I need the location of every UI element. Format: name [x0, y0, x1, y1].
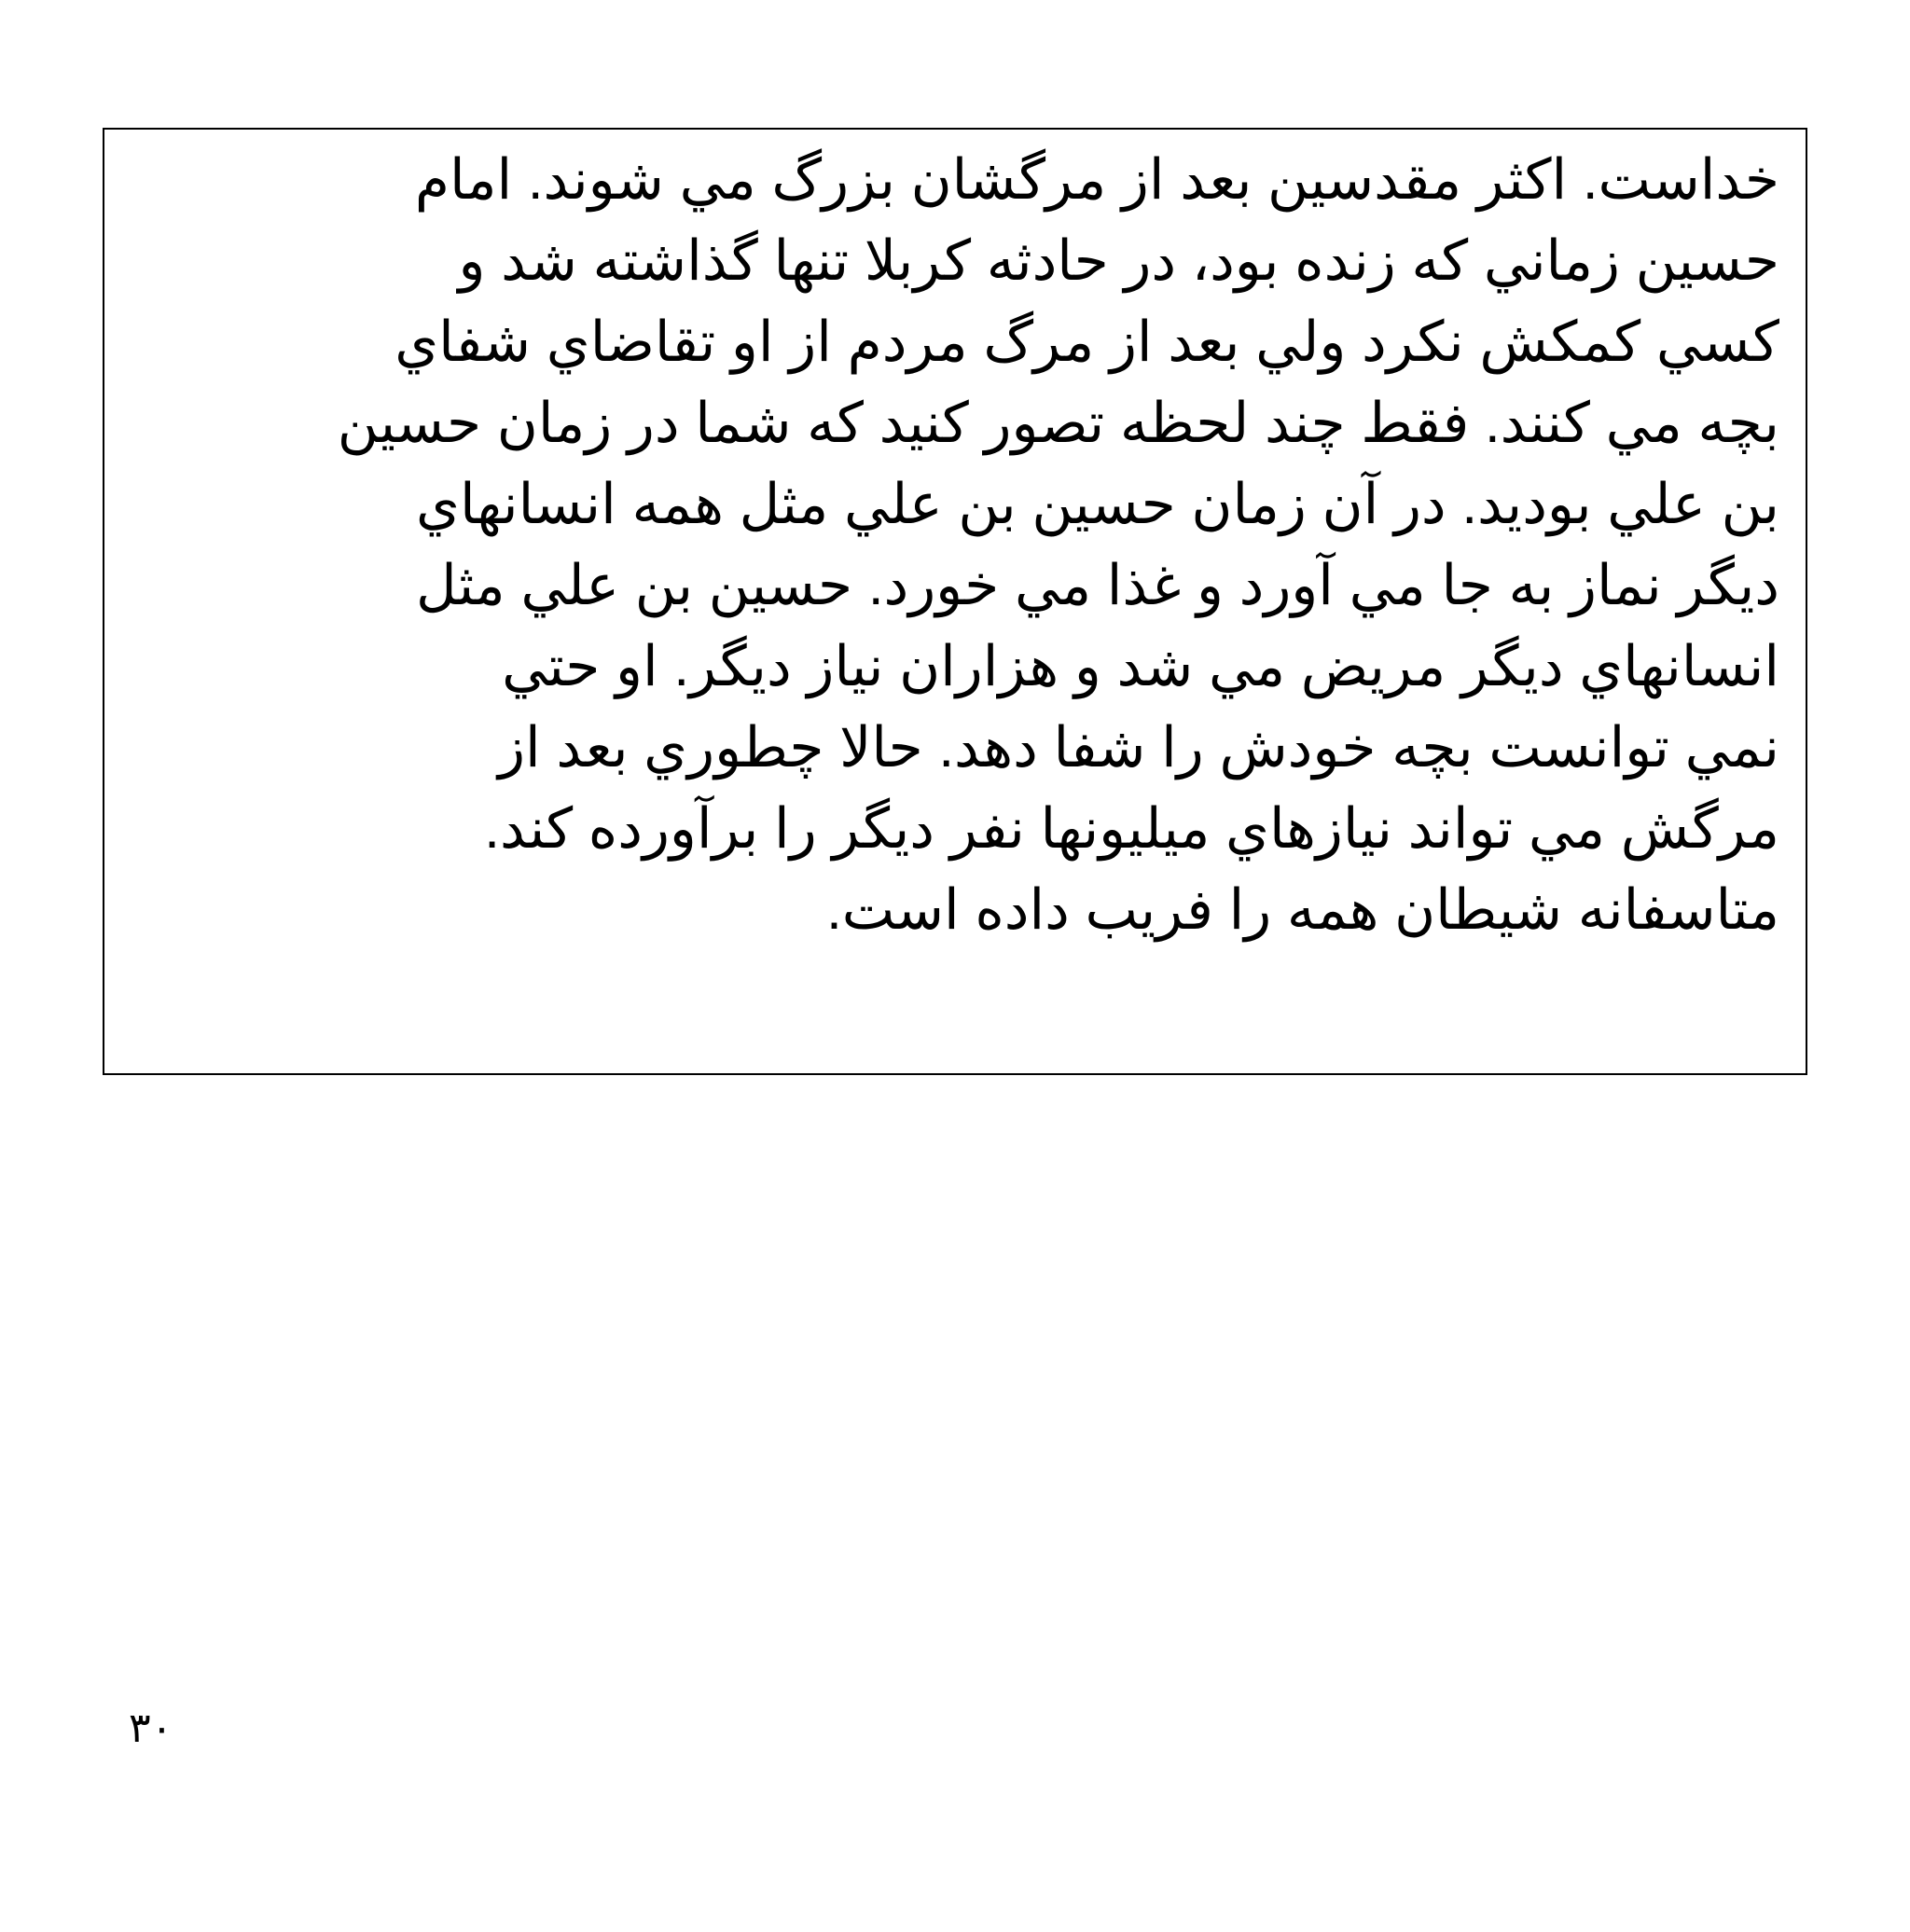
passage-line: مرگش مي تواند نيازهاي ميليونها نفر ديگر را برآورده كند. — [484, 797, 1779, 860]
passage-line: كسي كمكش نكرد ولي بعد از مرگ مردم از او تقاضاي شفاي — [394, 310, 1779, 373]
passage-line: نمي توانست بچه خودش را شفا دهد. حالا چطوري بعد از — [498, 716, 1779, 779]
passage-line: متاسفانه شيطان همه را فريب داده است. — [826, 878, 1779, 941]
passage-line: انسانهاي ديگر مريض مي شد و هزاران نياز ديگر. او حتي — [502, 635, 1779, 697]
passage-line: خداست. اكثر مقدسين بعد از مرگشان بزرگ مي شوند. امام — [414, 148, 1779, 211]
passage-box — [103, 128, 1807, 1075]
passage-line: ديگر نماز به جا مي آورد و غذا مي خورد. حسين بن علي مثل — [416, 554, 1779, 616]
passage-line: حسين زماني كه زنده بود، در حادثه كربلا تنها گذاشته شد و — [458, 229, 1779, 292]
passage-line: بن علي بوديد. در آن زمان حسين بن علي مثل همه انسانهاي — [416, 473, 1779, 535]
page-number: ۳۰ — [129, 1705, 173, 1751]
passage-line: بچه مي كنند. فقط چند لحظه تصور كنيد كه شما در زمان حسين — [337, 392, 1779, 454]
